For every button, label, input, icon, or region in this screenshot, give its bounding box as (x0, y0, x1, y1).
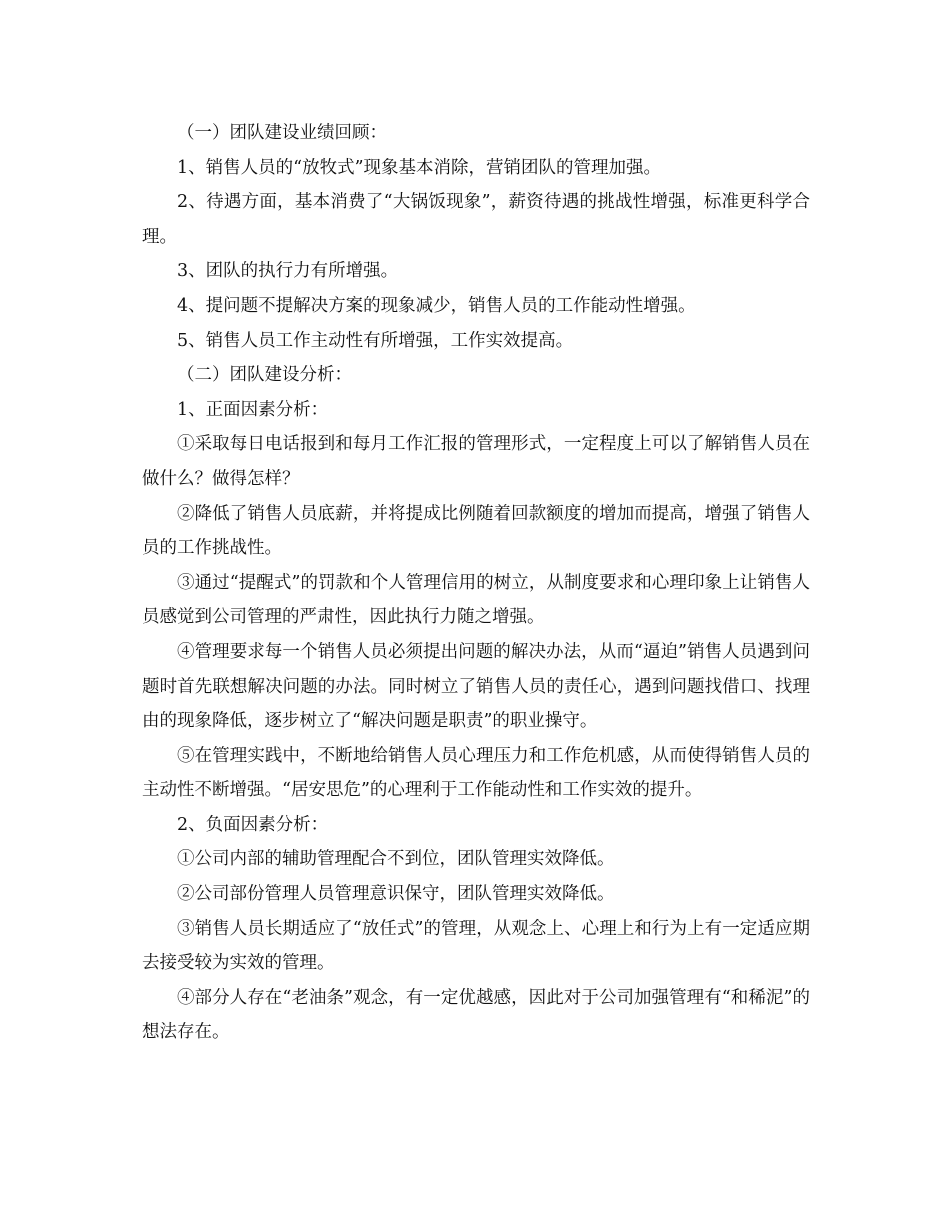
paragraph: ①公司内部的辅助管理配合不到位，团队管理实效降低。 (177, 849, 615, 870)
paragraph: ③通过“提醒式”的罚款和个人管理信用的树立，从制度要求和心理印象上让销售人员感觉到公司管理的严肃性，因此执行力随之增强。 (142, 572, 810, 628)
paragraph: ④部分人存在“老油条”观念，有一定优越感，因此对于公司加强管理有“和稀泥”的想法存在。 (142, 987, 810, 1043)
paragraph: 4、提问题不提解决方案的现象减少，销售人员的工作能动性增强。 (177, 295, 696, 316)
paragraph: ②公司部份管理人员管理意识保守，团队管理实效降低。 (177, 884, 615, 905)
subheading-positive: 1、正面因素分析： (177, 399, 329, 420)
paragraph: 5、销售人员工作主动性有所增强，工作实效提高。 (177, 330, 574, 351)
paragraph: 3、团队的执行力有所增强。 (177, 261, 399, 282)
paragraph: ⑤在管理实践中，不断地给销售人员心理压力和工作危机感，从而使得销售人员的主动性不断增强。“居安思危”的心理利于工作能动性和工作实效的提升。 (142, 745, 810, 801)
document-body (142, 116, 810, 1050)
section-heading-2: （二）团队建设分析： (177, 365, 352, 386)
paragraph: 1、销售人员的“放牧式”现象基本消除，营销团队的管理加强。 (177, 157, 662, 178)
paragraph: 2、待遇方面，基本消费了“大锅饭现象”，薪资待遇的挑战性增强，标准更科学合理。 (142, 192, 810, 247)
paragraph: ③销售人员长期适应了“放任式”的管理，从观念上、心理上和行为上有一定适应期去接受较为实效的管理。 (142, 918, 810, 974)
paragraph: ①采取每日电话报到和每月工作汇报的管理形式，一定程度上可以了解销售人员在做什么？做得怎样？ (142, 434, 810, 489)
subheading-negative: 2、负面因素分析： (177, 814, 329, 835)
paragraph: ④管理要求每一个销售人员必须提出问题的解决办法，从而“逼迫”销售人员遇到问题时首先联想解决问题的办法。同时树立了销售人员的责任心，遇到问题找借口、找理由的现象降低，逐步树立了“解决问题是职责”的职业操守。 (142, 641, 810, 732)
section-heading-1: （一）团队建设业绩回顾： (177, 123, 387, 143)
paragraph: ②降低了销售人员底薪，并将提成比例随着回款额度的增加而提高，增强了销售人员的工作挑战性。 (142, 503, 810, 559)
